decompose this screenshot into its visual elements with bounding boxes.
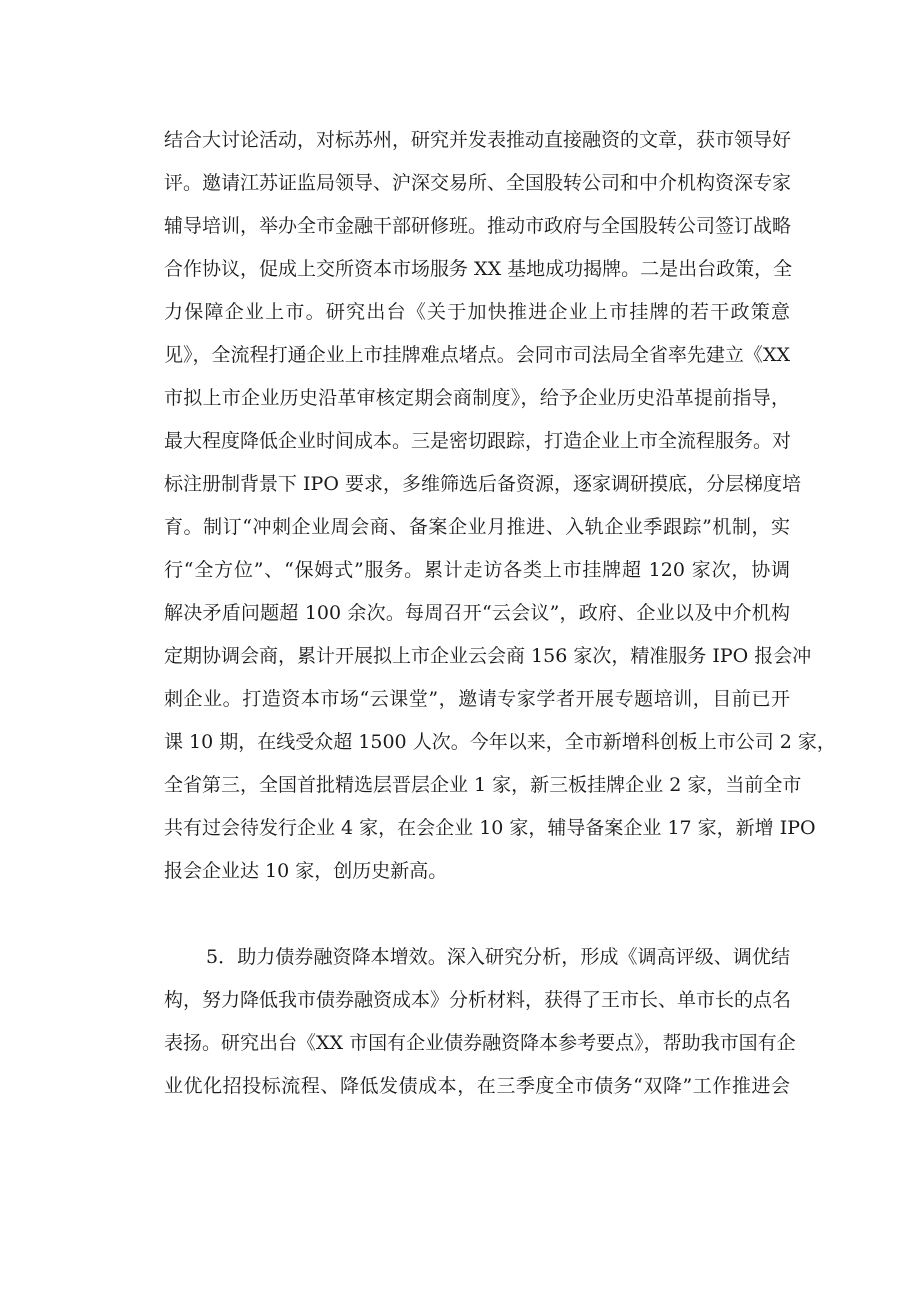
text-line: 表扬。研究出台《XX 市国有企业债券融资降本参考要点》，帮助我市国有企 [164,1032,796,1054]
text-line: 评。邀请江苏证监局领导、沪深交易所、全国股转公司和中介机构资深专家 [164,172,792,194]
text-line: 5．助力债券融资降本增效。深入研究分析，形成《调高评级、调优结 [206,946,790,968]
text-line: 最大程度降低企业时间成本。三是密切跟踪，打造企业上市全流程服务。对 [164,430,792,452]
text-line: 报会企业达 10 家，创历史新高。 [164,860,448,882]
text-line: 课 10 期，在线受众超 1500 人次。今年以来，全市新增科创板上市公司 2 家， [164,731,836,753]
text-line: 合作协议，促成上交所资本市场服务 XX 基地成功揭牌。二是出台政策，全 [164,258,793,280]
text-line: 标注册制背景下 IPO 要求，多维筛选后备资源，逐家调研摸底，分层梯度培 [164,473,801,495]
text-line: 全省第三，全国首批精选层晋层企业 1 家，新三板挂牌企业 2 家，当前全市 [164,774,802,796]
text-line: 力保障企业上市。研究出台《关于加快推进企业上市挂牌的若干政策意 [164,301,790,323]
text-line: 结合大讨论活动，对标苏州，研究并发表推动直接融资的文章，获市领导好 [164,129,792,151]
text-line: 市拟上市企业历史沿革审核定期会商制度》，给予企业历史沿革提前指导， [164,387,790,409]
text-line: 共有过会待发行企业 4 家，在会企业 10 家，辅导备案企业 17 家，新增 IPO [164,817,816,839]
text-line: 辅导培训，举办全市金融干部研修班。推动市政府与全国股转公司签订战略 [164,215,792,237]
text-line: 业优化招投标流程、降低发债成本，在三季度全市债务“双降”工作推进会 [164,1075,790,1097]
text-line: 行“全方位”、“保姆式”服务。累计走访各类上市挂牌超 120 家次，协调 [164,559,790,581]
text-line: 定期协调会商，累计开展拟上市企业云会商 156 家次，精准服务 IPO 报会冲 [164,645,812,667]
text-line: 育。制订“冲刺企业周会商、备案企业月推进、入轨企业季跟踪”机制，实 [164,516,790,538]
text-line: 见》，全流程打通企业上市挂牌难点堵点。会同市司法局全省率先建立《XX [164,344,790,366]
text-line: 刺企业。打造资本市场“云课堂”，邀请专家学者开展专题培训，目前已开 [164,688,790,710]
text-line: 构，努力降低我市债券融资成本》分析材料，获得了王市长、单市长的点名 [164,989,792,1011]
text-line: 解决矛盾问题超 100 余次。每周召开“云会议”，政府、企业以及中介机构 [164,602,790,624]
